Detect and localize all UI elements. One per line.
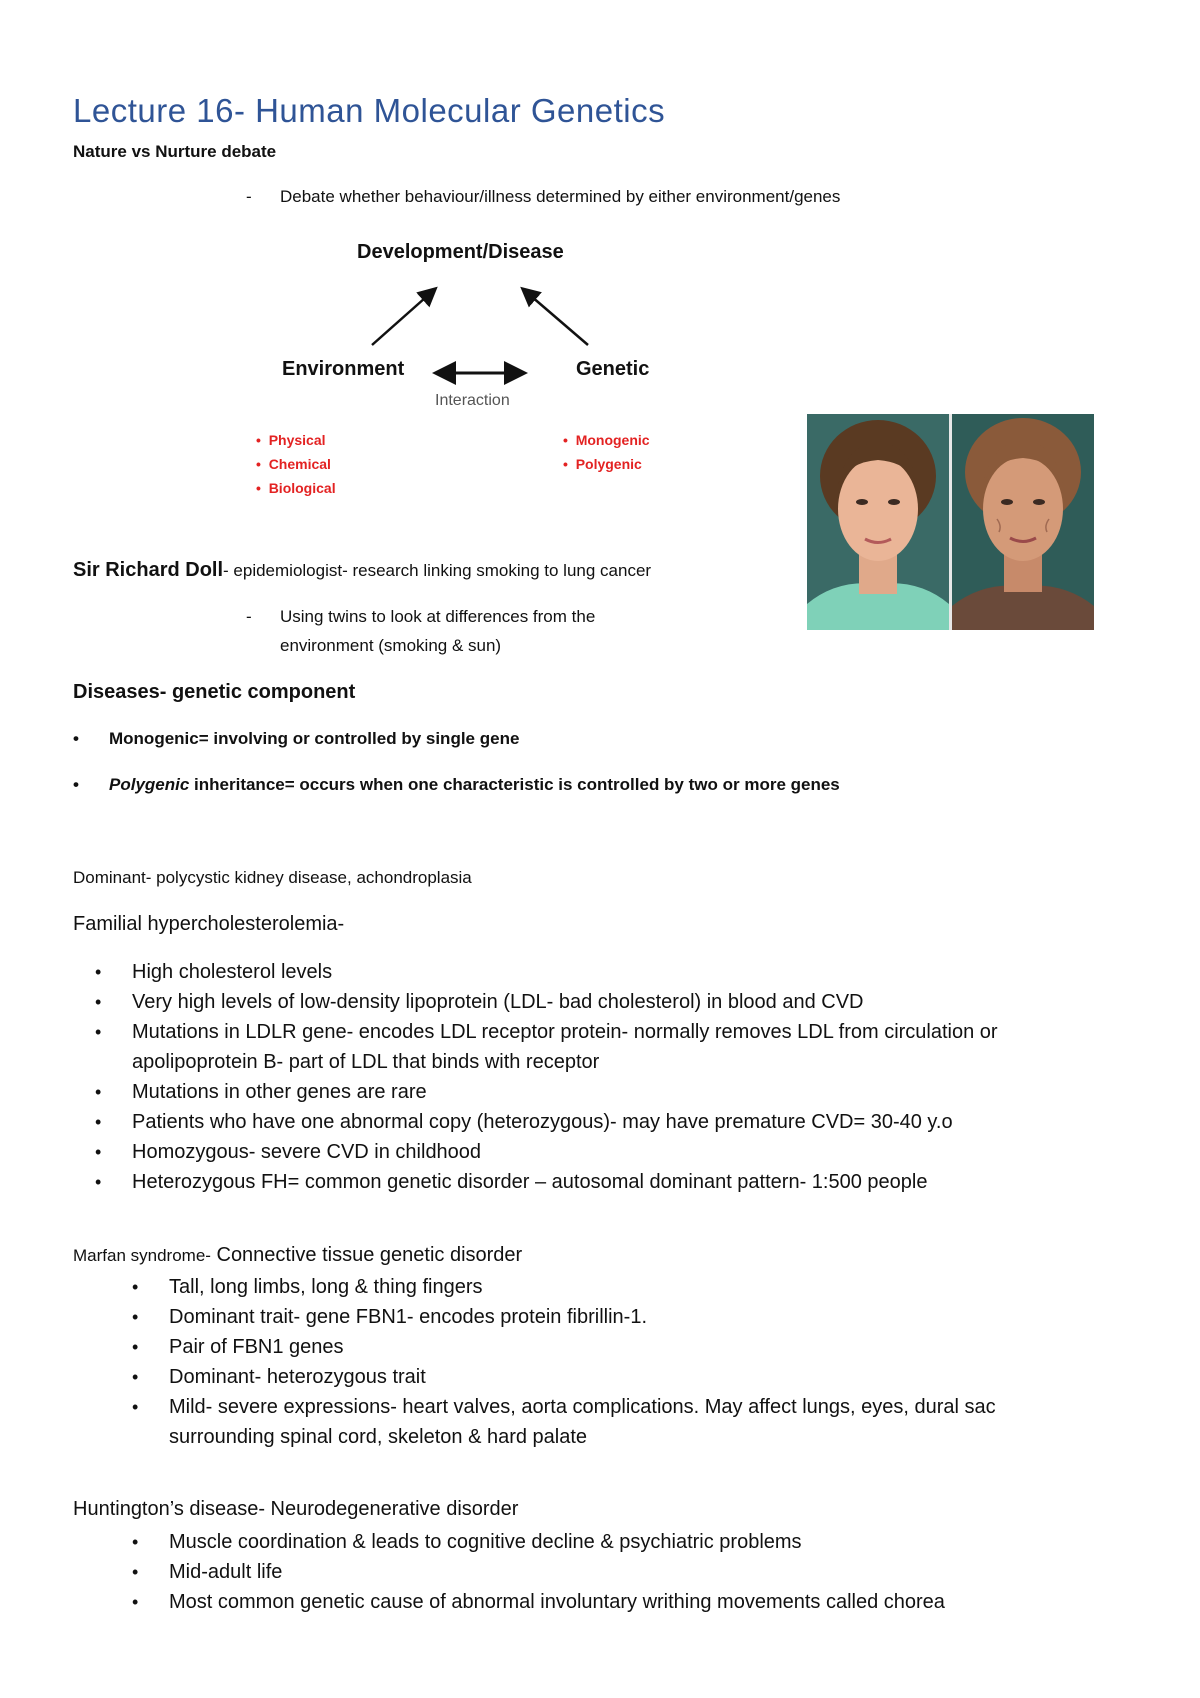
huntington-heading: Huntington’s disease- Neurodegenerative disorder bbox=[73, 1498, 519, 1520]
diagram-environment-label: Environment bbox=[282, 358, 405, 380]
list-item: • Muscle coordination & leads to cognitive decline & psychiatric problems bbox=[132, 1531, 802, 1553]
gen-item-polygenic: • Polygenic bbox=[563, 456, 642, 472]
env-item-physical: • Physical bbox=[256, 432, 326, 448]
list-item: • Patients who have one abnormal copy (heterozygous)- may have premature CVD= 30-40 y.o bbox=[95, 1111, 953, 1133]
twin-right-image bbox=[952, 414, 1094, 630]
list-item: • Heterozygous FH= common genetic disorder – autosomal dominant pattern- 1:500 people bbox=[95, 1171, 928, 1193]
nature-heading: Nature vs Nurture debate bbox=[73, 142, 277, 161]
doll-point-cont: environment (smoking & sun) bbox=[280, 636, 502, 655]
twin-left-image bbox=[807, 414, 949, 630]
page-title: Lecture 16- Human Molecular Genetics bbox=[73, 92, 666, 129]
environment-factors bbox=[256, 432, 336, 504]
list-item: • Most common genetic cause of abnormal involuntary writhing movements called chorea bbox=[132, 1591, 945, 1613]
doll-name: Sir Richard Doll bbox=[73, 559, 224, 581]
dominant-line: Dominant- polycystic kidney disease, achondroplasia bbox=[73, 868, 472, 887]
diagram-interaction-label: Interaction bbox=[435, 392, 510, 409]
doll-point: - Using twins to look at differences from the bbox=[246, 607, 596, 626]
huntington-list bbox=[132, 1527, 1129, 1617]
list-item: • Dominant- heterozygous trait bbox=[132, 1366, 426, 1388]
arrow-gen-to-top bbox=[524, 290, 588, 345]
list-item: • Dominant trait- gene FBN1- encodes protein fibrillin-1. bbox=[132, 1306, 647, 1328]
env-item-biological: • Biological bbox=[256, 480, 336, 496]
marfan-heading: Marfan syndrome- Connective tissue genetic disorder bbox=[73, 1244, 523, 1266]
list-item: • Mutations in LDLR gene- encodes LDL receptor protein- normally removes LDL from circulation or bbox=[95, 1021, 998, 1043]
list-item: • Mild- severe expressions- heart valves, aorta complications. May affect lungs, eyes, dural sac bbox=[132, 1396, 996, 1418]
list-item: • Mutations in other genes are rare bbox=[95, 1081, 427, 1103]
diseases-heading: Diseases- genetic component bbox=[73, 681, 356, 703]
list-item: • Very high levels of low-density lipoprotein (LDL- bad cholesterol) in blood and CVD bbox=[95, 991, 864, 1013]
nature-point: - Debate whether behaviour/illness determined by either environment/genes bbox=[246, 187, 841, 206]
fh-heading: Familial hypercholesterolemia- bbox=[73, 913, 345, 935]
diagram-top-label: Development/Disease bbox=[357, 241, 564, 263]
twins-photo bbox=[807, 414, 1094, 630]
gen-item-monogenic: • Monogenic bbox=[563, 432, 650, 448]
list-item: • Mid-adult life bbox=[132, 1561, 283, 1583]
monogenic-item: • Monogenic= involving or controlled by single gene bbox=[73, 729, 520, 748]
polygenic-item: • Polygenic inheritance= occurs when one characteristic is controlled by two or more genes bbox=[73, 775, 840, 794]
list-item: surrounding spinal cord, skeleton & hard palate bbox=[169, 1426, 588, 1448]
list-item: • Homozygous- severe CVD in childhood bbox=[95, 1141, 482, 1163]
genetic-factors bbox=[563, 432, 650, 480]
fh-list bbox=[95, 957, 1132, 1197]
marfan-list bbox=[132, 1272, 1129, 1452]
doll-line: Sir Richard Doll- epidemiologist- research linking smoking to lung cancer bbox=[73, 559, 652, 581]
list-item: • Tall, long limbs, long & thing fingers bbox=[132, 1276, 483, 1298]
arrow-env-to-top bbox=[372, 290, 434, 345]
list-item: • High cholesterol levels bbox=[95, 961, 333, 983]
list-item: apolipoprotein B- part of LDL that binds with receptor bbox=[132, 1051, 600, 1073]
list-item: • Pair of FBN1 genes bbox=[132, 1336, 344, 1358]
diagram-genetic-label: Genetic bbox=[576, 358, 650, 380]
env-item-chemical: • Chemical bbox=[256, 456, 331, 472]
